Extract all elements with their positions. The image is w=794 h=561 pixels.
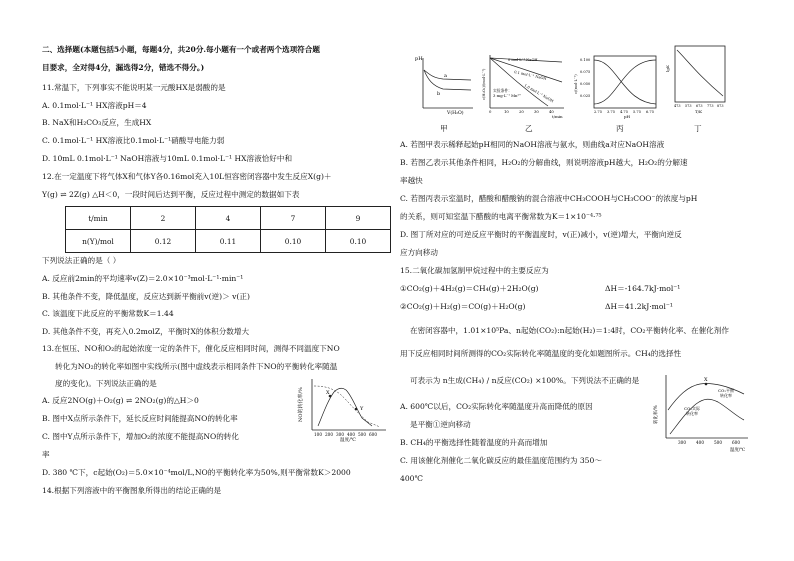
q15-y-label: 转化率/% <box>654 405 659 424</box>
q12-stem-2: Y(g) ⇌ 2Z(g) △H＜0，一段时间后达到平衡，反应过程中测定的数据如下表 <box>42 190 300 199</box>
table-cell: 0.11 <box>196 230 261 253</box>
ding-y-label: lgK <box>665 65 670 72</box>
bing-x-tick: 2.75 <box>594 110 603 114</box>
yi-x-tick: 40 <box>549 109 554 114</box>
ding-x-tick: 773 <box>707 104 714 108</box>
q15-legend-eq-2: 转化率 <box>720 393 732 398</box>
table-cell: 4 <box>196 207 261 230</box>
q11-option-b: B. NaX和H₂CO₃反应，生成HX <box>42 118 152 127</box>
q15-stem: 15.二氧化碳加氢制甲烷过程中的主要反应为 <box>400 266 549 275</box>
bing-y-tick: 0.075 <box>580 70 591 74</box>
q13-x-tick: 400 <box>347 432 355 437</box>
q15-point-x: X <box>704 377 708 383</box>
q15-reaction-1-dh: ΔH＝-164.7kJ·mol⁻¹ <box>605 284 681 293</box>
q15-x-tick: 500 <box>714 440 722 445</box>
q15-reaction-2-dh: ΔH＝41.2kJ·mol⁻¹ <box>605 302 673 311</box>
q12-option-c: C. 该温度下此反应的平衡常数K＝1.44 <box>42 309 174 318</box>
ding-x-tick: 873 <box>717 104 724 108</box>
q15-paragraph-3: 可表示为 n生成(CH₄) / n反应(CO₂) ×100%。下列说法不正确的是 <box>410 376 640 385</box>
q13-option-b: B. 图中X点所示条件下，延长反应时间能提高NO的转化率 <box>42 414 238 423</box>
ding-x-tick: 573 <box>685 104 692 108</box>
q13-x-tick: 100 <box>314 432 322 437</box>
q13-point-y: Y <box>360 406 364 412</box>
yi-legend-1: 0.1 mol·L⁻¹ NaOH <box>513 70 547 81</box>
table-cell: 0.10 <box>326 230 391 253</box>
bing-x-tick: 4.75 <box>620 110 629 114</box>
q15-legend-eq-1: CO₂平衡 <box>718 388 734 393</box>
q11-option-d: D. 10mL 0.1mol·L⁻¹ NaOH溶液与10mL 0.1mol·L⁻¹ HX溶液恰好中和 <box>42 154 293 163</box>
table-row <box>66 207 391 230</box>
q15-paragraph-2: 用下反应相同时间所测得的CO₂实际转化率随温度的变化如题图所示。CH₄的选择性 <box>400 349 682 358</box>
q13-x-tick: 300 <box>336 432 344 437</box>
q13-option-c: C. 图中Y点所示条件下，增加O₂的浓度不能提高NO的转化 <box>42 432 239 441</box>
table-cell: 2 <box>131 207 196 230</box>
yi-legend-2: 1.0 mol·L⁻¹ NaOH <box>523 83 555 104</box>
q14-option-c-cont: 的关系，则可知室温下醋酸的电离平衡常数为K＝1×10⁻⁴·⁷⁵ <box>400 212 602 221</box>
q15-option-b: B. CH₄的平衡选择性随着温度的升高而增加 <box>400 438 548 447</box>
q12-prompt: 下列说法正确的是（ ） <box>42 256 121 265</box>
table-cell: 7 <box>261 207 326 230</box>
bing-x-label: pH <box>624 114 631 119</box>
q14-option-d-cont: 应方向移动 <box>400 248 438 257</box>
q15-reaction-1: ①CO₂(g)＋4H₂(g)＝CH₄(g)＋2H₂O(g) <box>400 284 539 293</box>
table-cell: n(Y)/mol <box>66 230 131 253</box>
q11-option-c: C. 0.1mol·L⁻¹ HX溶液比0.1mol·L⁻¹硝酸导电能力弱 <box>42 136 225 145</box>
q11-option-a: A. 0.1mol·L⁻¹ HX溶液pH＝4 <box>42 101 147 110</box>
jia-curve-b: b <box>437 91 441 97</box>
q15-reaction-2: ②CO₂(g)＋H₂(g)＝CO(g)＋H₂O(g) <box>400 302 526 311</box>
section-title: 二、选择题(本题包括5小题，每题4分，共20分.每小题有一个或者两个选项符合题 <box>42 45 320 54</box>
q14-option-a: A. 若图甲表示稀释起始pH相同的NaOH溶液与氨水，则曲线a对应NaOH溶液 <box>400 140 665 149</box>
q12-option-d: D. 其他条件不变，再充入0.2molZ，平衡时X的体积分数增大 <box>42 327 250 336</box>
yi-x-label: t/min <box>552 114 563 119</box>
yi-legend-0: 0 mol·L⁻¹ NaOH <box>508 58 538 62</box>
ding-x-tick: 473 <box>674 104 681 108</box>
yi-x-tick: 10 <box>504 109 509 114</box>
q14-stem: 14.根据下列溶液中的平衡图象所得出的结论正确的是 <box>42 486 222 495</box>
ding-x-tick: 673 <box>696 104 703 108</box>
q14-option-d: D. 图丁所对应的可逆反应平衡时的平衡温度时，v(正)减小，v(逆)增大，平衡向逆反 <box>400 230 682 239</box>
q15-paragraph-1: 在密闭容器中，1.01×10⁵Pa、n起始(CO₂):n起始(H₂)＝1:4时，CO₂平衡转化率、在催化剂作 <box>410 326 729 335</box>
q15-option-c-cont: 400℃ <box>400 474 423 483</box>
q14-option-b: B. 若图乙表示其他条件相同，H₂O₂的分解曲线，则说明溶液pH越大，H₂O₂的分解速 <box>400 158 688 167</box>
q12-option-b: B. 其他条件不变，降低温度，反应达到新平衡前v(逆)＞ v(正) <box>42 292 250 301</box>
q15-x-tick: 300 <box>678 440 686 445</box>
yi-note-1: 实验条件： <box>493 88 512 93</box>
fig-label-ding: 丁 <box>694 124 702 133</box>
q13-option-a: A. 反应2NO(g)＋O₂(g) ⇌ 2NO₂(g)的△H＞0 <box>42 396 199 405</box>
q12-stem-1: 12.在一定温度下将气体X和气体Y各0.16mol充入10L恒容密闭容器中发生反应X(g)＋ <box>42 172 332 181</box>
q13-point-x: X <box>326 390 330 396</box>
bing-y-tick: 0.025 <box>580 94 591 98</box>
table-row <box>66 230 391 253</box>
q13-x-tick: 200 <box>325 432 333 437</box>
q15-conversion-chart <box>648 372 752 456</box>
q15-option-a-cont: 是平衡①逆向移动 <box>410 420 471 429</box>
bing-x-tick: 3.75 <box>607 110 616 114</box>
bing-x-tick: 5.75 <box>633 110 642 114</box>
jia-curve-a: a <box>444 73 447 79</box>
q11-stem: 11.常温下，下列事实不能说明某一元酸HX是弱酸的是 <box>42 83 226 92</box>
yi-x-tick: 0 <box>489 109 492 114</box>
q14-fig-ding <box>665 44 729 120</box>
q15-x-tick: 600 <box>732 440 740 445</box>
q13-x-label: 温度/℃ <box>340 438 356 442</box>
q13-stem-2: 转化为NO₂的转化率如图中实线所示(图中虚线表示相同条件下NO的平衡转化率随温 <box>55 362 338 371</box>
yi-x-tick: 30 <box>534 109 539 114</box>
jia-x-label: V(H₂O) <box>447 111 464 116</box>
q15-legend-real-1: CO₂实际 <box>684 406 700 411</box>
bing-x-tick: 6.75 <box>646 110 655 114</box>
jia-y-label: pH <box>415 56 423 62</box>
bing-y-tick: 0.050 <box>580 82 591 86</box>
yi-note-2: 3 mg·L⁻¹ Mn²⁺ <box>493 93 521 98</box>
table-cell: t/min <box>66 207 131 230</box>
ding-x-label: T/K <box>695 109 703 114</box>
fig-label-bing: 丙 <box>616 124 624 133</box>
q15-option-c: C. 用该催化剂催化二氧化碳反应的最佳温度范围约为 350～ <box>400 456 602 465</box>
table-cell: 9 <box>326 207 391 230</box>
section-note: 目要求，全对得4分，漏选得2分，错选不得分。) <box>42 63 205 72</box>
table-cell: 0.12 <box>131 230 196 253</box>
q13-option-c-cont: 率 <box>42 450 50 459</box>
yi-x-tick: 20 <box>519 109 524 114</box>
q13-conversion-chart <box>290 374 390 442</box>
bing-y-tick: 0.100 <box>580 58 591 62</box>
q13-x-tick: 600 <box>369 432 377 437</box>
q14-fig-yi <box>478 52 568 120</box>
q15-legend-real-2: 转化率 <box>686 411 698 416</box>
q15-x-tick: 400 <box>696 440 704 445</box>
q14-option-b-cont: 率越快 <box>400 176 423 185</box>
q13-x-tick: 500 <box>358 432 366 437</box>
q13-stem-3: 度的变化)。下列说法正确的是 <box>55 379 157 388</box>
q14-fig-jia <box>415 52 477 120</box>
q14-option-c: C. 若图丙表示室温时，醋酸和醋酸钠的混合溶液中CH₃COOH与CH₃COO⁻的浓度与pH <box>400 194 698 203</box>
q13-stem-1: 13.在恒压、NO和O₂的起始浓度一定的条件下，催化反应相同时间，测得不同温度下NO <box>42 344 340 353</box>
q12-data-table <box>65 206 391 253</box>
q15-option-a: A. 600℃以后，CO₂实际转化率随温度升高而降低的原因 <box>400 402 593 411</box>
q15-x-label: 温度/℃ <box>730 448 746 453</box>
table-cell: 0.10 <box>261 230 326 253</box>
bing-y-label: c/(mol·L⁻¹) <box>574 74 578 94</box>
q13-option-d: D. 380 ℃下，c起始(O₂)＝5.0×10⁻⁴mol/L,NO的平衡转化率为50%,则平衡常数K＞2000 <box>42 468 351 477</box>
fig-label-yi: 乙 <box>525 124 533 133</box>
fig-label-jia: 甲 <box>440 124 448 133</box>
q14-fig-bing <box>572 52 662 120</box>
yi-y-label: c(H₂O₂)/(mol·L⁻¹) <box>482 68 486 100</box>
q13-y-label: NO的转化率/% <box>298 387 304 422</box>
q12-option-a: A. 反应前2min的平均速率v(Z)＝2.0×10⁻³mol·L⁻¹·min⁻¹ <box>42 274 244 283</box>
